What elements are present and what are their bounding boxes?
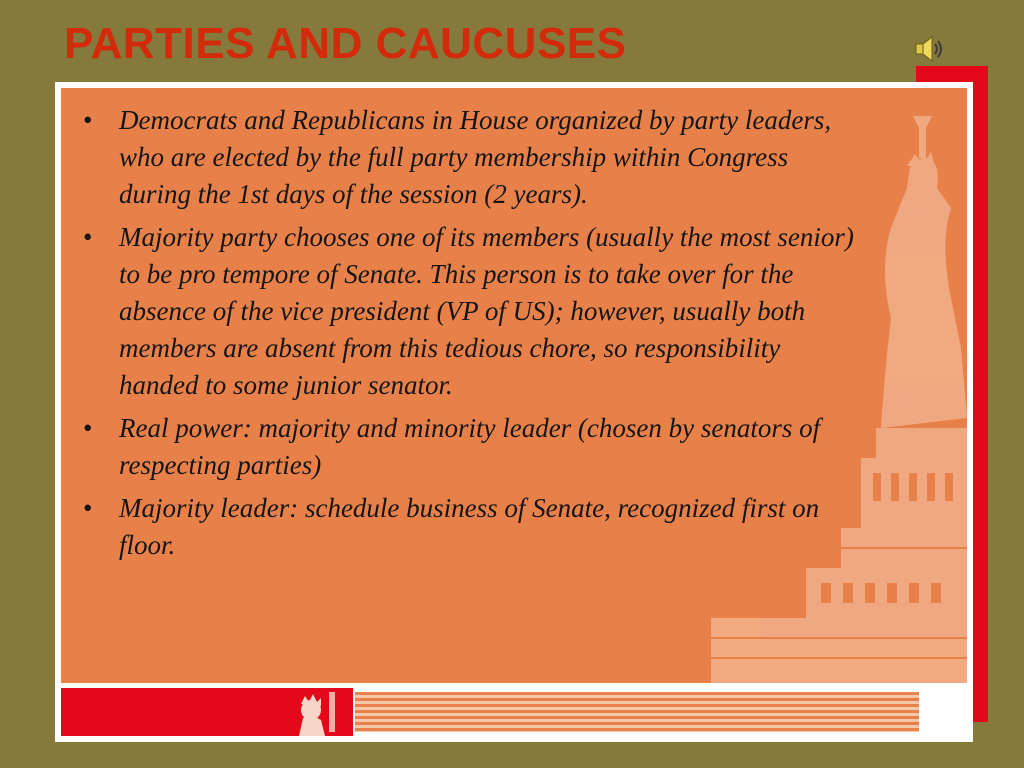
- bullet-text: Democrats and Republicans in House organized by party leaders, who are elected by the full party membership within Congress during the 1st days of the session (2 years).: [119, 105, 832, 209]
- bullet-item: [81, 219, 861, 404]
- bullet-marker: •: [83, 222, 93, 252]
- slide-title: PARTIES AND CAUCUSES: [64, 19, 627, 68]
- content-panel: [61, 88, 967, 683]
- bullet-item: [81, 102, 861, 213]
- bullet-item: [81, 490, 861, 564]
- statue-thumbnail-image: [289, 688, 351, 736]
- bullet-text: Majority leader: schedule business of Senate, recognized first on floor.: [119, 493, 820, 560]
- bullet-item: [81, 410, 861, 484]
- footer-striped-band: [355, 692, 919, 732]
- bullet-marker: •: [83, 493, 93, 523]
- bullet-text: Real power: majority and minority leader (chosen by senators of respecting parties): [119, 413, 821, 480]
- footer-strip: [61, 688, 967, 736]
- bullet-text: Majority party chooses one of its members (usually the most senior) to be pro tempore of Senate. This person is to take over for the absence of the vice president (VP of US); however, usually both members are absent from this tedious chore, so responsibility handed to some junior senator.: [119, 222, 854, 400]
- bullet-marker: •: [83, 413, 93, 443]
- speaker-icon[interactable]: [912, 32, 946, 66]
- bullet-marker: •: [83, 105, 93, 135]
- bullet-list: [81, 102, 861, 570]
